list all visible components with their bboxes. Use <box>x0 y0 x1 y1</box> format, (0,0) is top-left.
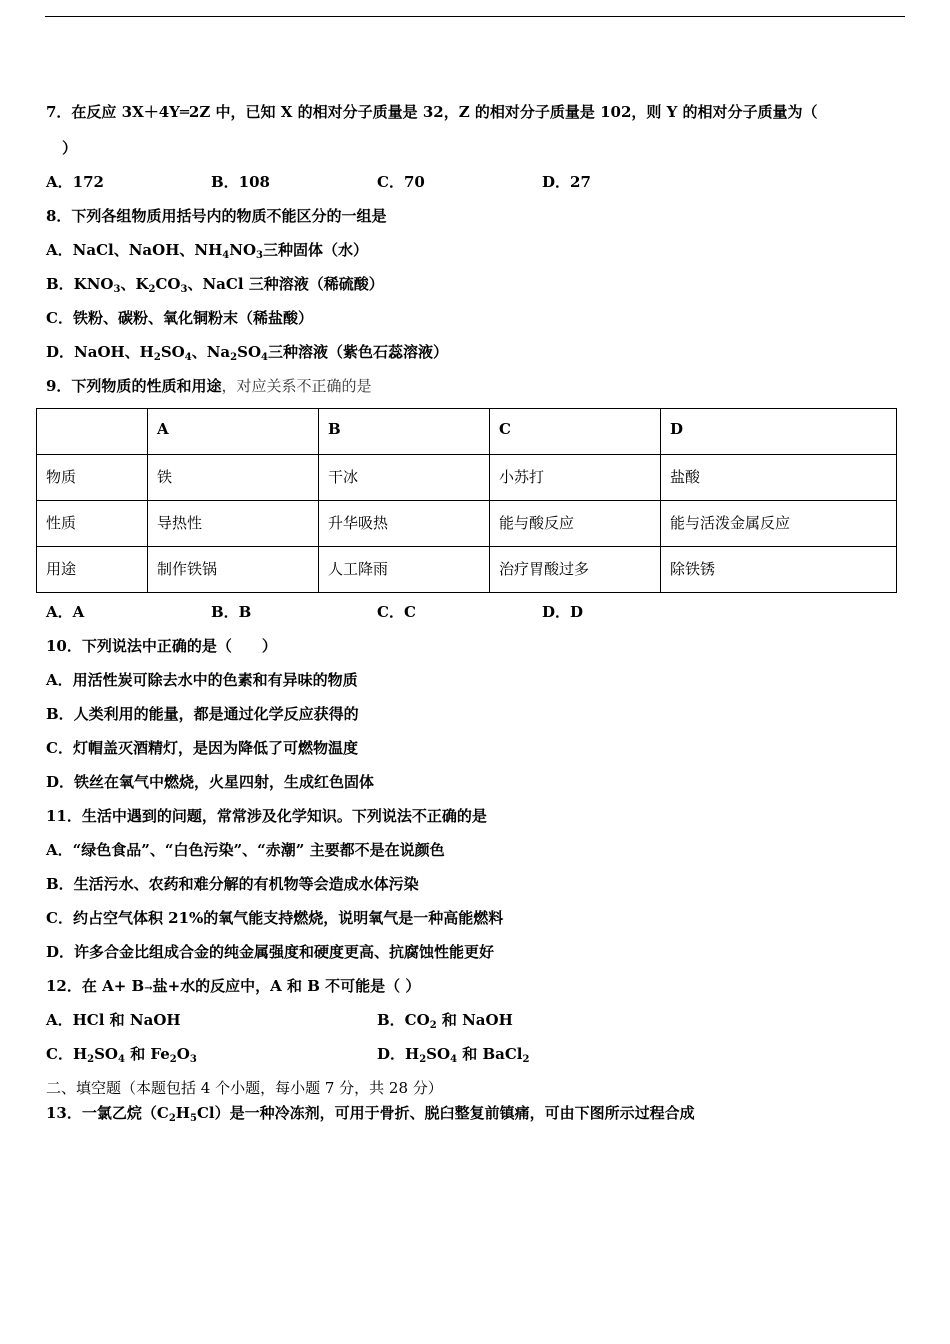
q9-option-b: B．B <box>211 603 252 621</box>
q7-stem-end: ） <box>62 139 78 157</box>
q11-option-d: D．许多合金比组成合金的纯金属强度和硬度更高、抗腐蚀性能更好 <box>46 943 495 961</box>
table-cell: 用途 <box>37 547 148 593</box>
q9-option-c: C．C <box>377 603 416 621</box>
table-cell: 治疗胃酸过多 <box>490 547 661 593</box>
q8-option-c: C．铁粉、碳粉、氧化铜粉末（稀盐酸） <box>46 309 313 327</box>
section-heading: 二、填空题（本题包括 4 个小题，每小题 7 分，共 28 分） <box>46 1079 443 1097</box>
table-header-cell: A <box>148 409 319 455</box>
q10-stem: 10．下列说法中正确的是（ ） <box>46 637 277 655</box>
table-cell: 盐酸 <box>661 455 897 501</box>
table-header-cell <box>37 409 148 455</box>
table-row <box>37 547 897 593</box>
q9-stem: 9．下列物质的性质和用途，对应关系不正确的是 <box>46 377 372 395</box>
table-row <box>37 501 897 547</box>
q7-option-d: D．27 <box>542 173 591 191</box>
header-rule <box>45 16 905 17</box>
table-cell: 小苏打 <box>490 455 661 501</box>
table-row <box>37 455 897 501</box>
q8-option-b: B．$KNO_3$、$K_2CO_3$、NaCl 三种溶液（稀硫酸） <box>46 275 384 295</box>
q12-stem: 12．在 A+ B→盐+水的反应中，A 和 B 不可能是（ ） <box>46 977 421 995</box>
table-cell: 能与活泼金属反应 <box>661 501 897 547</box>
table-cell: 升华吸热 <box>319 501 490 547</box>
table-cell: 铁 <box>148 455 319 501</box>
table-cell: 干冰 <box>319 455 490 501</box>
q8-option-d: D．NaOH、$H_2SO_4$、$Na_2SO_4$三种溶液（紫色石蕊溶液） <box>46 343 448 363</box>
q10-option-a: A．用活性炭可除去水中的色素和有异味的物质 <box>46 671 358 689</box>
q7-stem: 7．在反应 3X＋4Y═2Z 中，已知 X 的相对分子质量是 32，Z 的相对分子质量是 102，则 Y 的相对分子质量为（ <box>46 103 818 121</box>
table-cell: 导热性 <box>148 501 319 547</box>
q11-option-a: A．“绿色食品”、“白色污染”、“赤潮” 主要都不是在说颜色 <box>46 841 445 859</box>
q10-option-c: C．灯帽盖灭酒精灯，是因为降低了可燃物温度 <box>46 739 358 757</box>
q10-option-b: B．人类利用的能量，都是通过化学反应获得的 <box>46 705 359 723</box>
q7-option-b: B．108 <box>211 173 270 191</box>
q9-option-a: A．A <box>46 603 85 621</box>
q12-option-d: D．$H_2SO_4$ 和 BaCl$_2$ <box>377 1045 530 1065</box>
q8-option-a: A．NaCl、NaOH、$NH_4NO_3$三种固体（水） <box>46 241 368 261</box>
table-header-cell: D <box>661 409 897 455</box>
q9-table <box>36 408 897 593</box>
q8-stem: 8．下列各组物质用括号内的物质不能区分的一组是 <box>46 207 387 225</box>
q13-stem: 13．一氯乙烷$(C_2H_5Cl)$是一种冷冻剂，可用于骨折、脱臼整复前镇痛，可由下图所示过程合成 <box>46 1104 695 1124</box>
q9-option-d: D．D <box>542 603 584 621</box>
table-header-cell: C <box>490 409 661 455</box>
q12-option-c: C．$H_2SO_4$ 和 $Fe_2O_3$ <box>46 1045 197 1065</box>
table-cell: 制作铁锅 <box>148 547 319 593</box>
q7-option-c: C．70 <box>377 173 425 191</box>
table-cell: 性质 <box>37 501 148 547</box>
table-row <box>37 409 897 455</box>
table-cell: 除铁锈 <box>661 547 897 593</box>
q11-stem: 11．生活中遇到的问题，常常涉及化学知识。下列说法不正确的是 <box>46 807 487 825</box>
table-cell: 人工降雨 <box>319 547 490 593</box>
q12-option-a: A．HCl 和 NaOH <box>46 1011 181 1029</box>
q11-option-b: B．生活污水、农药和难分解的有机物等会造成水体污染 <box>46 875 419 893</box>
q7-option-a: A．172 <box>46 173 104 191</box>
q11-option-c: C．约占空气体积 21%的氧气能支持燃烧，说明氧气是一种高能燃料 <box>46 909 504 927</box>
table-cell: 物质 <box>37 455 148 501</box>
q10-option-d: D．铁丝在氧气中燃烧，火星四射，生成红色固体 <box>46 773 375 791</box>
table-header-cell: B <box>319 409 490 455</box>
table-cell: 能与酸反应 <box>490 501 661 547</box>
q12-option-b: B．$CO_2$ 和 NaOH <box>377 1011 513 1031</box>
